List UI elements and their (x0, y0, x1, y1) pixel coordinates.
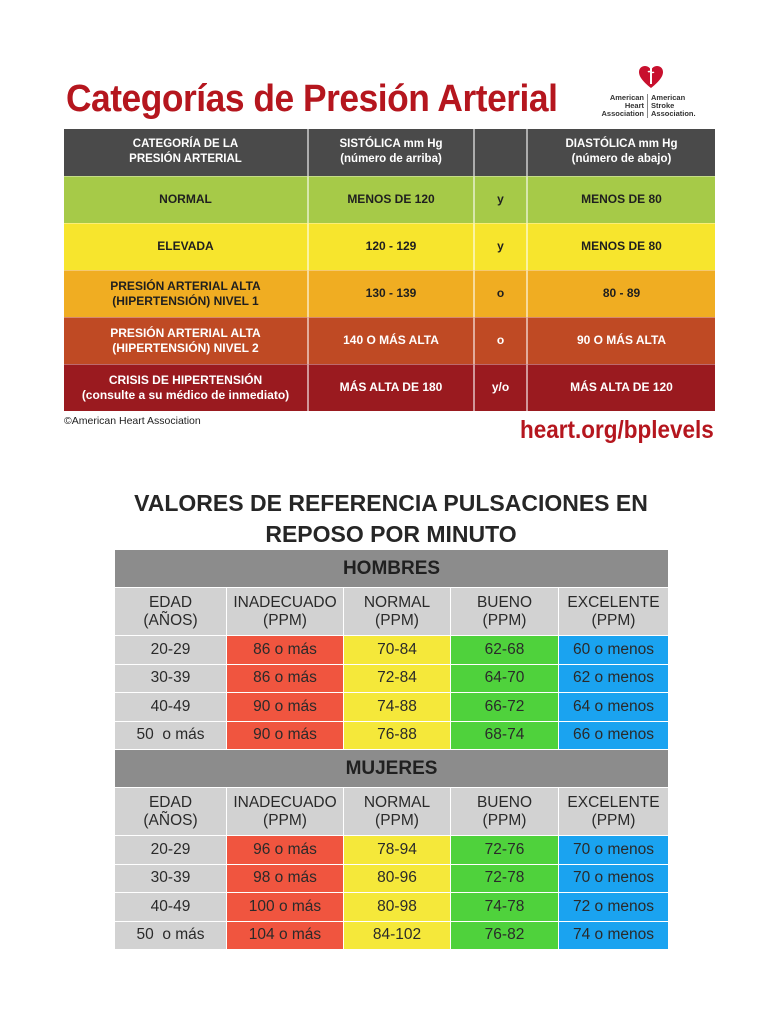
cell-excellent: 60 o menos (559, 636, 669, 665)
col-normal: NORMAL (PPM) (344, 788, 451, 836)
cell-excellent: 66 o menos (559, 721, 669, 750)
bp-diastolic: 80 - 89 (527, 270, 715, 317)
cell-inadequate: 100 o más (227, 893, 344, 922)
section-header-women: MUJERES (115, 750, 669, 788)
bp-category: PRESIÓN ARTERIAL ALTA (HIPERTENSIÓN) NIVEL 1 (64, 270, 308, 317)
col-excellent: EXCELENTE (PPM) (559, 588, 669, 636)
bp-systolic: 130 - 139 (308, 270, 474, 317)
bp-category: PRESIÓN ARTERIAL ALTA (HIPERTENSIÓN) NIVEL 2 (64, 317, 308, 364)
cell-age: 40-49 (115, 893, 227, 922)
cell-age: 20-29 (115, 636, 227, 665)
cell-excellent: 64 o menos (559, 693, 669, 722)
col-excellent: EXCELENTE (PPM) (559, 788, 669, 836)
cell-excellent: 74 o menos (559, 921, 669, 950)
col-normal: NORMAL (PPM) (344, 588, 451, 636)
cell-excellent: 72 o menos (559, 893, 669, 922)
bp-diastolic: MÁS ALTA DE 120 (527, 364, 715, 411)
bp-header-diastolic: DIASTÓLICA mm Hg (número de abajo) (527, 129, 715, 176)
bp-category: ELEVADA (64, 223, 308, 270)
cell-inadequate: 96 o más (227, 836, 344, 865)
bp-header-connector (474, 129, 527, 176)
bp-diastolic: MENOS DE 80 (527, 223, 715, 270)
table-row (115, 636, 669, 665)
cell-excellent: 70 o menos (559, 864, 669, 893)
col-inadequate: INADECUADO (PPM) (227, 788, 344, 836)
bp-title: Categorías de Presión Arterial (66, 78, 558, 120)
heart-torch-icon (638, 64, 664, 90)
cell-good: 76-82 (451, 921, 559, 950)
table-row (115, 721, 669, 750)
cell-excellent: 70 o menos (559, 836, 669, 865)
bp-systolic: MENOS DE 120 (308, 176, 474, 223)
bp-connector: y/o (474, 364, 527, 411)
cell-normal: 84-102 (344, 921, 451, 950)
bp-category: CRISIS DE HIPERTENSIÓN (consulte a su médico de inmediato) (64, 364, 308, 411)
cell-excellent: 62 o menos (559, 664, 669, 693)
cell-normal: 74-88 (344, 693, 451, 722)
col-age: EDAD (AÑOS) (115, 588, 227, 636)
table-row (115, 864, 669, 893)
col-inadequate: INADECUADO (PPM) (227, 588, 344, 636)
cell-inadequate: 90 o más (227, 721, 344, 750)
cell-normal: 76-88 (344, 721, 451, 750)
cell-good: 68-74 (451, 721, 559, 750)
cell-inadequate: 86 o más (227, 664, 344, 693)
pulse-reference-table (114, 549, 669, 950)
bp-systolic: MÁS ALTA DE 180 (308, 364, 474, 411)
cell-age: 40-49 (115, 693, 227, 722)
bp-categories-table (64, 129, 715, 412)
bp-row-normal (64, 176, 715, 223)
section-header-men: HOMBRES (115, 550, 669, 588)
bp-row-crisis (64, 364, 715, 411)
cell-age: 50 o más (115, 921, 227, 950)
aha-logo (596, 64, 706, 124)
cell-normal: 72-84 (344, 664, 451, 693)
table-row (115, 664, 669, 693)
cell-good: 62-68 (451, 636, 559, 665)
copyright-text: ©American Heart Association (64, 415, 201, 427)
cell-good: 64-70 (451, 664, 559, 693)
cell-age: 30-39 (115, 864, 227, 893)
cell-normal: 80-96 (344, 864, 451, 893)
col-good: BUENO (PPM) (451, 588, 559, 636)
bp-header-systolic: SISTÓLICA mm Hg (número de arriba) (308, 129, 474, 176)
bp-diastolic: 90 O MÁS ALTA (527, 317, 715, 364)
bp-connector: o (474, 317, 527, 364)
asa-logo-right-text: American Stroke Association. (651, 93, 696, 118)
bp-systolic: 120 - 129 (308, 223, 474, 270)
col-good: BUENO (PPM) (451, 788, 559, 836)
table-row (115, 693, 669, 722)
column-header-row (115, 588, 669, 636)
cell-inadequate: 86 o más (227, 636, 344, 665)
bp-connector: y (474, 223, 527, 270)
bp-category: NORMAL (64, 176, 308, 223)
bp-diastolic: MENOS DE 80 (527, 176, 715, 223)
bp-header-category: CATEGORÍA DE LA PRESIÓN ARTERIAL (64, 129, 308, 176)
cell-good: 72-76 (451, 836, 559, 865)
bp-connector: o (474, 270, 527, 317)
bp-row-hypertension-1 (64, 270, 715, 317)
cell-age: 20-29 (115, 836, 227, 865)
bp-row-hypertension-2 (64, 317, 715, 364)
cell-normal: 78-94 (344, 836, 451, 865)
cell-good: 74-78 (451, 893, 559, 922)
cell-inadequate: 104 o más (227, 921, 344, 950)
table-row (115, 836, 669, 865)
cell-inadequate: 98 o más (227, 864, 344, 893)
bp-header-row (64, 129, 715, 176)
col-age: EDAD (AÑOS) (115, 788, 227, 836)
cell-inadequate: 90 o más (227, 693, 344, 722)
aha-logo-left-text: American Heart Association (596, 94, 648, 118)
bp-systolic: 140 O MÁS ALTA (308, 317, 474, 364)
cell-age: 50 o más (115, 721, 227, 750)
pulse-title: VALORES DE REFERENCIA PULSACIONES EN REPOSO POR MINUTO (134, 490, 648, 547)
table-row (115, 921, 669, 950)
cell-age: 30-39 (115, 664, 227, 693)
cell-normal: 80-98 (344, 893, 451, 922)
cell-normal: 70-84 (344, 636, 451, 665)
table-row (115, 893, 669, 922)
cell-good: 72-78 (451, 864, 559, 893)
cell-good: 66-72 (451, 693, 559, 722)
column-header-row (115, 788, 669, 836)
website-url: heart.org/bplevels (520, 416, 714, 444)
bp-row-elevated (64, 223, 715, 270)
bp-connector: y (474, 176, 527, 223)
